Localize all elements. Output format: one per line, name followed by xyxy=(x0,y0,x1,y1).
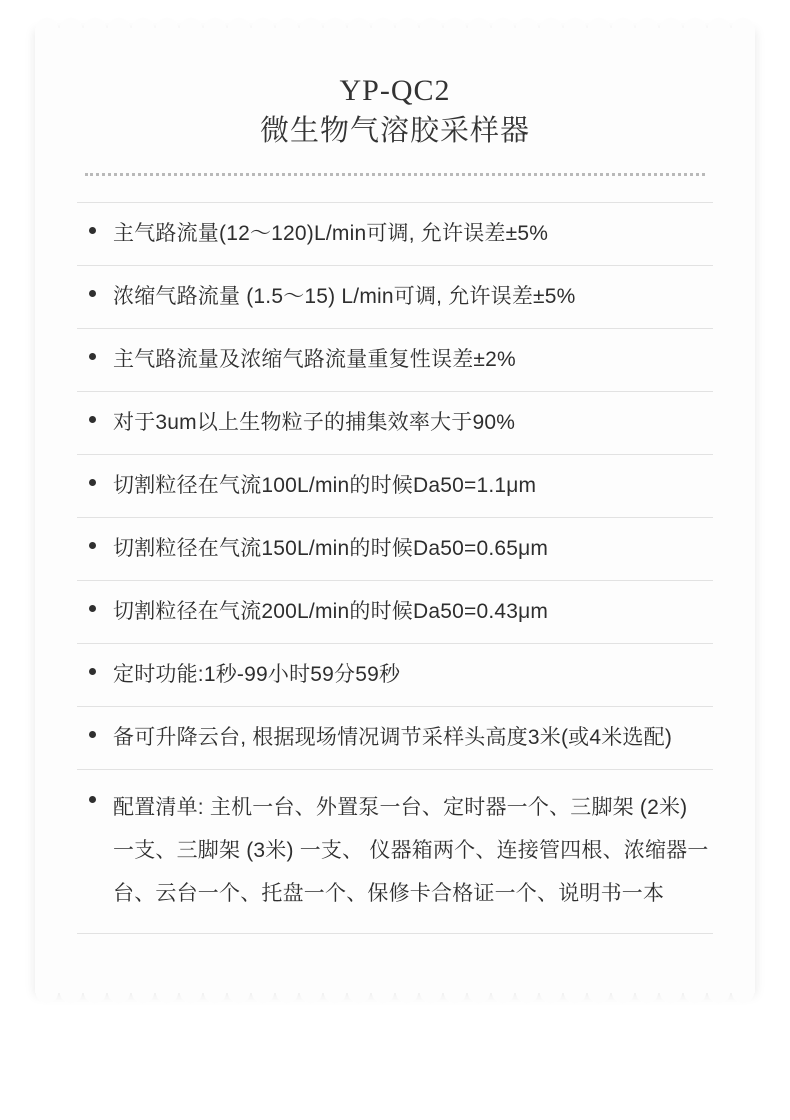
list-item xyxy=(77,455,713,518)
spec-text: 备可升降云台, 根据现场情况调节采样头高度3米(或4米选配) xyxy=(113,725,673,749)
card-content xyxy=(35,28,755,934)
bullet-icon xyxy=(89,542,96,549)
spec-text: 主气路流量及浓缩气路流量重复性误差±2% xyxy=(113,347,516,371)
specification-list xyxy=(77,202,713,934)
spec-text: 配置清单: 主机一台、外置泵一台、定时器一个、三脚架 (2米) 一支、三脚架 (3米) 一支、 仪器箱两个、连接管四根、浓缩器一台、云台一个、托盘一个、保修卡合格证一个、说明书一本 xyxy=(113,795,709,905)
spec-text: 切割粒径在气流100L/min的时候Da50=1.1μm xyxy=(113,473,537,497)
spec-text: 主气路流量(12～120)L/min可调, 允许误差±5% xyxy=(113,221,549,245)
spec-text: 浓缩气路流量 (1.5～15) L/min可调, 允许误差±5% xyxy=(113,284,576,308)
list-item xyxy=(77,581,713,644)
bullet-icon xyxy=(89,605,96,612)
list-item xyxy=(77,329,713,392)
list-item xyxy=(77,644,713,707)
bullet-icon xyxy=(89,290,96,297)
list-item xyxy=(77,770,713,934)
spec-text: 对于3um以上生物粒子的捕集效率大于90% xyxy=(113,410,516,434)
spec-text: 切割粒径在气流150L/min的时候Da50=0.65μm xyxy=(113,536,549,560)
spec-text: 切割粒径在气流200L/min的时候Da50=0.43μm xyxy=(113,599,549,623)
bullet-icon xyxy=(89,227,96,234)
list-item xyxy=(77,266,713,329)
bullet-icon xyxy=(89,416,96,423)
bullet-icon xyxy=(89,668,96,675)
list-item xyxy=(77,518,713,581)
list-item xyxy=(77,202,713,266)
list-item xyxy=(77,392,713,455)
dotted-divider xyxy=(85,173,705,176)
bullet-icon xyxy=(89,353,96,360)
spec-card xyxy=(35,28,755,993)
product-model: YP-QC2 xyxy=(339,74,451,107)
list-item xyxy=(77,707,713,770)
scallop-edge-top xyxy=(35,13,755,29)
scallop-edge-bottom xyxy=(35,992,755,1008)
bullet-icon xyxy=(89,796,96,803)
bullet-icon xyxy=(89,479,96,486)
product-name: 微生物气溶胶采样器 xyxy=(259,114,530,147)
bullet-icon xyxy=(89,731,96,738)
spec-text: 定时功能:1秒-99小时59分59秒 xyxy=(113,662,401,686)
title-block xyxy=(77,72,713,151)
